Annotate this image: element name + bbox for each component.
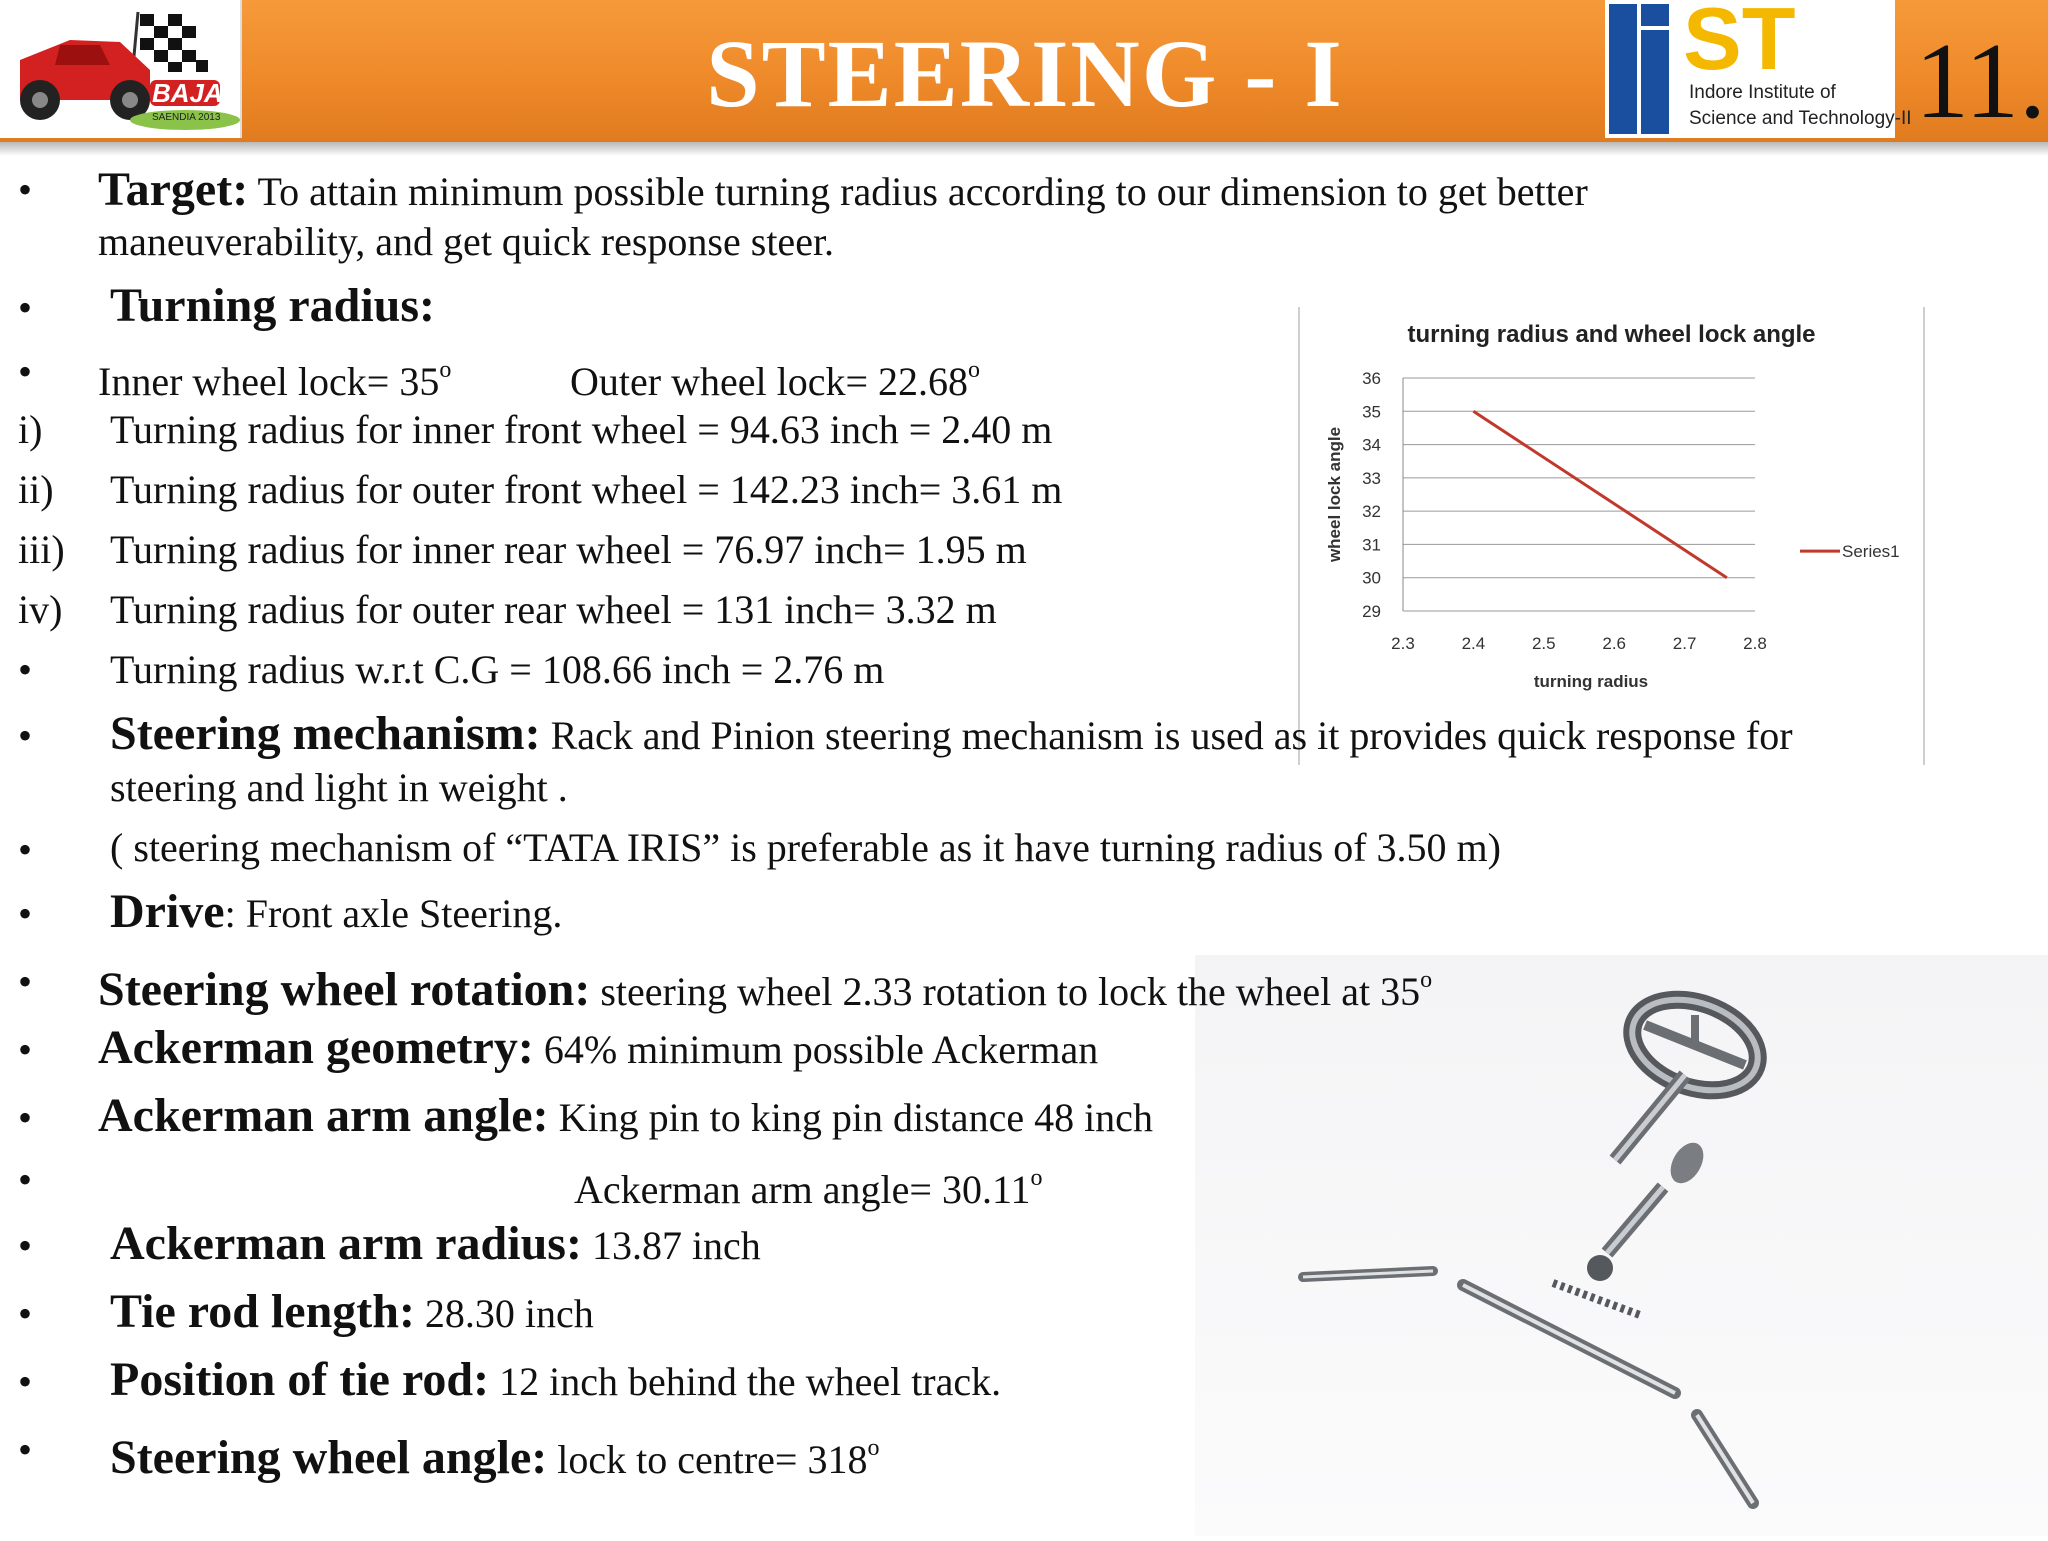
x-tick-label: 2.3 bbox=[1391, 634, 1415, 653]
chart-canvas bbox=[1300, 307, 1923, 765]
list-marker: ii) bbox=[18, 467, 54, 512]
iist-line2: Science and Technology-II bbox=[1689, 108, 1912, 129]
outer-wheel-lock bbox=[570, 346, 980, 406]
rotation-label: Steering wheel rotation: bbox=[98, 963, 591, 1016]
y-tick-label: 29 bbox=[1362, 602, 1381, 621]
list-marker: iii) bbox=[18, 527, 65, 572]
steering-wheel-rotation bbox=[98, 956, 1432, 1016]
baja-logo-text: BAJA bbox=[152, 78, 223, 108]
header-shadow bbox=[0, 142, 2048, 156]
iist-mark-text: ST bbox=[1683, 0, 1796, 88]
inner-lock-text: Inner wheel lock= 35 bbox=[98, 359, 440, 404]
x-tick-label: 2.4 bbox=[1461, 634, 1486, 653]
mech-label: Steering mechanism: bbox=[110, 707, 541, 760]
tie-rod-position bbox=[110, 1353, 1002, 1406]
ackerman-arm-angle-value bbox=[574, 1154, 1042, 1214]
y-tick-label: 35 bbox=[1362, 402, 1381, 422]
bullet: • bbox=[18, 891, 33, 936]
bullet: • bbox=[18, 1027, 33, 1072]
bullet: • bbox=[18, 827, 33, 872]
drive-label: Drive bbox=[110, 885, 225, 938]
x-tick-label: 2.8 bbox=[1743, 634, 1767, 653]
bullet: • bbox=[18, 167, 33, 212]
bullet: • bbox=[18, 647, 33, 692]
y-tick-label: 33 bbox=[1362, 468, 1381, 488]
steering-wheel-angle bbox=[110, 1424, 879, 1484]
outer-lock-text: Outer wheel lock= 22.68 bbox=[570, 359, 969, 404]
x-axis-label: turning radius bbox=[1533, 672, 1649, 691]
target-label: Target: bbox=[98, 163, 249, 216]
bullet: • bbox=[18, 1359, 33, 1404]
y-tick-label: 34 bbox=[1362, 435, 1381, 455]
series-line bbox=[1473, 411, 1726, 577]
slide-number: 11. bbox=[1915, 22, 2046, 141]
bullet: • bbox=[18, 349, 33, 394]
drive-line bbox=[110, 885, 563, 938]
iist-line1: Indore Institute of bbox=[1689, 82, 1836, 103]
ackerman-arm-text: King pin to king pin distance 48 inch bbox=[548, 1095, 1153, 1140]
rotation-sup: o bbox=[1420, 967, 1433, 993]
tie-pos-label: Position of tie rod: bbox=[110, 1353, 490, 1406]
target-text: To attain minimum possible turning radius according to our dimension to get better bbox=[248, 169, 1588, 214]
turning-radius-heading bbox=[110, 279, 436, 332]
x-tick-label: 2.5 bbox=[1531, 634, 1556, 653]
turning-radius-chart bbox=[1298, 307, 1925, 765]
inner-wheel-lock bbox=[98, 346, 451, 406]
cg-radius: Turning radius w.r.t C.G = 108.66 inch = 2.76 m bbox=[110, 647, 885, 692]
ackerman-radius-label: Ackerman arm radius: bbox=[110, 1217, 582, 1270]
y-axis-label: wheel lock angle bbox=[1325, 426, 1344, 563]
bullet: • bbox=[18, 285, 33, 330]
ackerman-angle-text: Ackerman arm angle= 30.11 bbox=[574, 1167, 1031, 1212]
drive-text: : Front axle Steering. bbox=[224, 891, 563, 936]
bullet: • bbox=[18, 959, 33, 1004]
bullet: • bbox=[18, 1157, 33, 1202]
tata-note: ( steering mechanism of “TATA IRIS” is preferable as it have turning radius of 3.50 m) bbox=[110, 825, 1501, 870]
bullet: • bbox=[18, 1291, 33, 1336]
wheel-angle-text: lock to centre= 318 bbox=[547, 1437, 868, 1482]
wheel-angle-label: Steering wheel angle: bbox=[110, 1431, 548, 1484]
inner-lock-sup: o bbox=[439, 357, 452, 383]
ackerman-geo-label: Ackerman geometry: bbox=[98, 1021, 534, 1074]
bullet: • bbox=[18, 713, 33, 758]
ackerman-arm-radius bbox=[110, 1217, 761, 1270]
x-tick-label: 2.7 bbox=[1672, 634, 1697, 653]
tie-pos-text: 12 inch behind the wheel track. bbox=[489, 1359, 1002, 1404]
list-item: Turning radius for inner front wheel = 94.63 inch = 2.40 m bbox=[110, 407, 1053, 452]
turning-radius-label: Turning radius: bbox=[110, 279, 436, 332]
wheel-angle-sup: o bbox=[867, 1435, 880, 1461]
list-item: Turning radius for inner rear wheel = 76.97 inch= 1.95 m bbox=[110, 527, 1027, 572]
tie-rod-label: Tie rod length: bbox=[110, 1285, 415, 1338]
tie-rod-text: 28.30 inch bbox=[414, 1291, 594, 1336]
ackerman-arm-label: Ackerman arm angle: bbox=[98, 1089, 549, 1142]
ackerman-arm-angle bbox=[98, 1089, 1153, 1142]
ackerman-geometry bbox=[98, 1021, 1099, 1074]
ackerman-angle-sup: o bbox=[1030, 1165, 1043, 1191]
steering-mechanism-line bbox=[110, 707, 1793, 760]
steering-assembly-icon bbox=[1195, 955, 2048, 1536]
list-marker: iv) bbox=[18, 587, 63, 632]
ackerman-radius-text: 13.87 inch bbox=[581, 1223, 761, 1268]
outer-lock-sup: o bbox=[968, 357, 981, 383]
bullet: • bbox=[18, 1427, 33, 1472]
target-line bbox=[98, 163, 1588, 216]
list-item: Turning radius for outer rear wheel = 131 inch= 3.32 m bbox=[110, 587, 997, 632]
ackerman-geo-text: 64% minimum possible Ackerman bbox=[533, 1027, 1099, 1072]
y-tick-label: 32 bbox=[1362, 502, 1381, 522]
target-line-2: maneuverability, and get quick response steer. bbox=[98, 219, 835, 264]
baja-logo bbox=[0, 0, 242, 138]
steering-mechanism-line-2: steering and light in weight . bbox=[110, 765, 568, 810]
legend-label: Series1 bbox=[1842, 542, 1900, 562]
tie-rod-length bbox=[110, 1285, 594, 1338]
bullet: • bbox=[18, 1095, 33, 1140]
chart-title: turning radius and wheel lock angle bbox=[1407, 321, 1816, 348]
slide-title: STEERING - I bbox=[706, 20, 1344, 127]
baja-logo-subtext: SAENDIA 2013 bbox=[152, 112, 221, 123]
bullet: • bbox=[18, 1223, 33, 1268]
iist-logo bbox=[1605, 0, 1912, 138]
y-tick-label: 30 bbox=[1362, 568, 1381, 588]
y-tick-label: 36 bbox=[1362, 369, 1381, 388]
list-item: Turning radius for outer front wheel = 142.23 inch= 3.61 m bbox=[110, 467, 1063, 512]
list-marker: i) bbox=[18, 407, 43, 452]
x-tick-label: 2.6 bbox=[1602, 634, 1627, 653]
y-tick-label: 31 bbox=[1362, 535, 1381, 555]
steering-assembly-illustration bbox=[1195, 955, 2048, 1536]
rotation-text: steering wheel 2.33 rotation to lock the wheel at 35 bbox=[590, 969, 1421, 1014]
mech-text: Rack and Pinion steering mechanism is used as it provides quick response for bbox=[540, 713, 1793, 758]
